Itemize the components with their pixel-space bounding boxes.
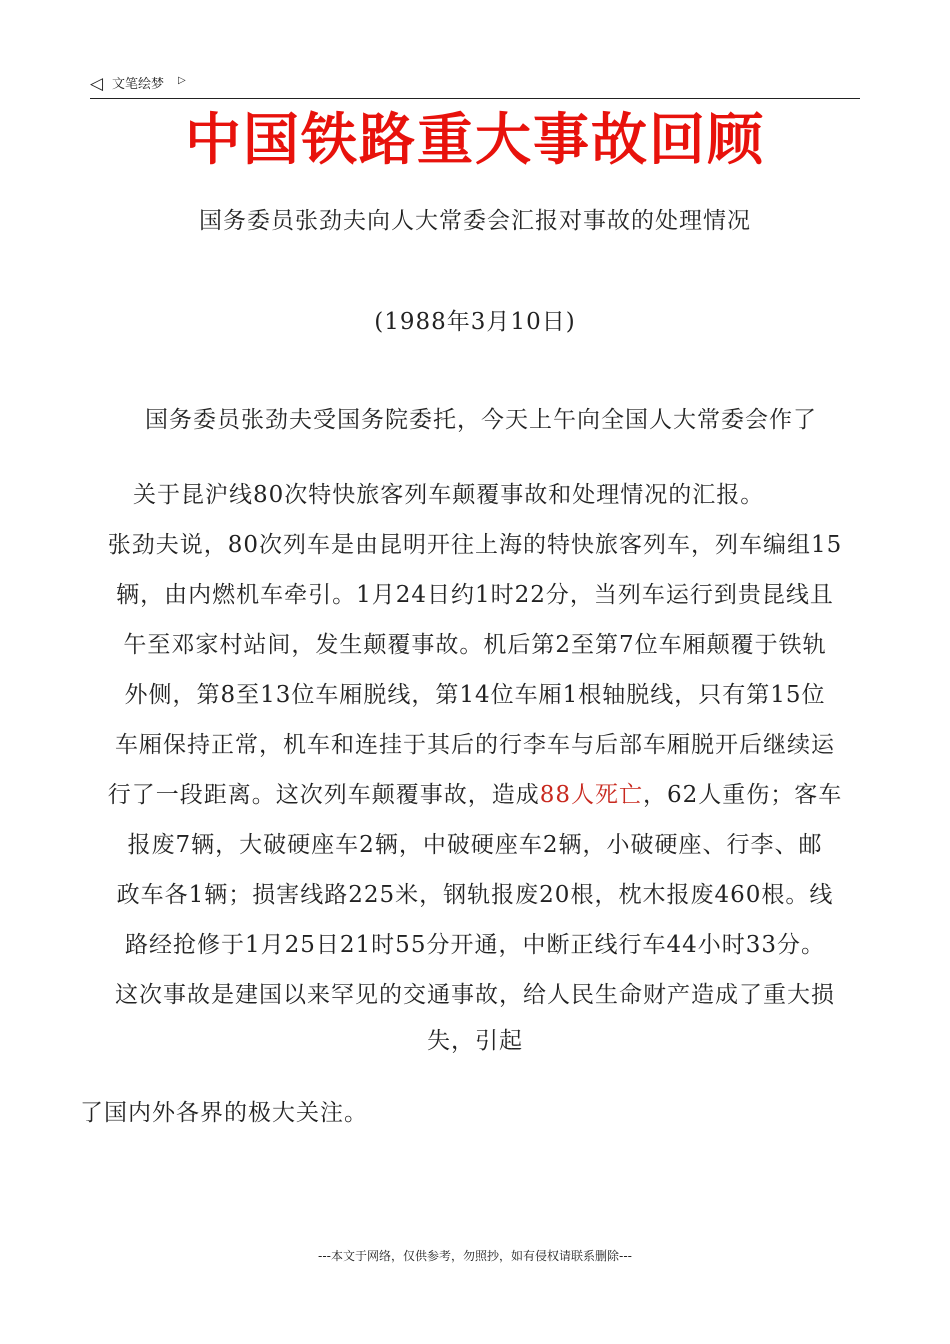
body-line: 了国内外各界的极大关注。 — [80, 1100, 368, 1126]
death-toll-highlight: 88人死亡 — [539, 782, 643, 808]
body-line: 辆，由内燃机车牵引。1月24日约1时22分，当列车运行到贵昆线且 — [116, 582, 834, 608]
body-text: ，62人重伤；客车 — [643, 782, 843, 808]
body-line: 午至邓家村站间，发生颠覆事故。机后第2至第7位车厢颠覆于铁轨 — [123, 632, 827, 658]
page-header — [90, 74, 860, 99]
body-line: 车厢保持正常，机车和连挂于其后的行李车与后部车厢脱开后继续运 — [115, 732, 835, 758]
body-line: 报废7辆，大破硬座车2辆，中破硬座车2辆，小破硬座、行李、邮 — [127, 832, 823, 858]
body-line: 政车各1辆；损害线路225米，钢轨报废20根，枕木报废460根。线 — [116, 882, 834, 908]
body-line: 关于昆沪线80次特快旅客列车颠覆事故和处理情况的汇报。 — [133, 482, 765, 508]
subtitle: 国务委员张劲夫向人大常委会汇报对事故的处理情况 — [199, 208, 751, 234]
footer-disclaimer: ---本文于网络，仅供参考，勿照抄，如有侵权请联系删除--- — [318, 1249, 632, 1263]
body-text: 行了一段距离。这次列车颠覆事故，造成 — [107, 782, 540, 808]
body-line: 这次事故是建国以来罕见的交通事故，给人民生命财产造成了重大损 — [115, 982, 835, 1008]
body-line-casualties — [0, 779, 950, 811]
body-line: 外侧，第8至13位车厢脱线，第14位车厢1根轴脱线，只有第15位 — [124, 682, 826, 708]
body-line: 张劲夫说，80次列车是由昆明开往上海的特快旅客列车，列车编组15 — [107, 532, 843, 558]
page-title: 中国铁路重大事故回顾 — [185, 108, 765, 173]
triangle-right-icon: ▷ — [178, 75, 186, 86]
report-date: (1988年3月10日) — [374, 309, 576, 335]
body-line: 国务委员张劲夫受国务院委托，今天上午向全国人大常委会作了 — [145, 407, 817, 433]
body-line: 路经抢修于1月25日21时55分开通，中断正线行车44小时33分。 — [125, 932, 825, 958]
triangle-left-icon: ◁ — [90, 74, 104, 94]
body-line: 失，引起 — [427, 1028, 523, 1054]
header-brand: 文笔绘梦 — [112, 77, 165, 92]
